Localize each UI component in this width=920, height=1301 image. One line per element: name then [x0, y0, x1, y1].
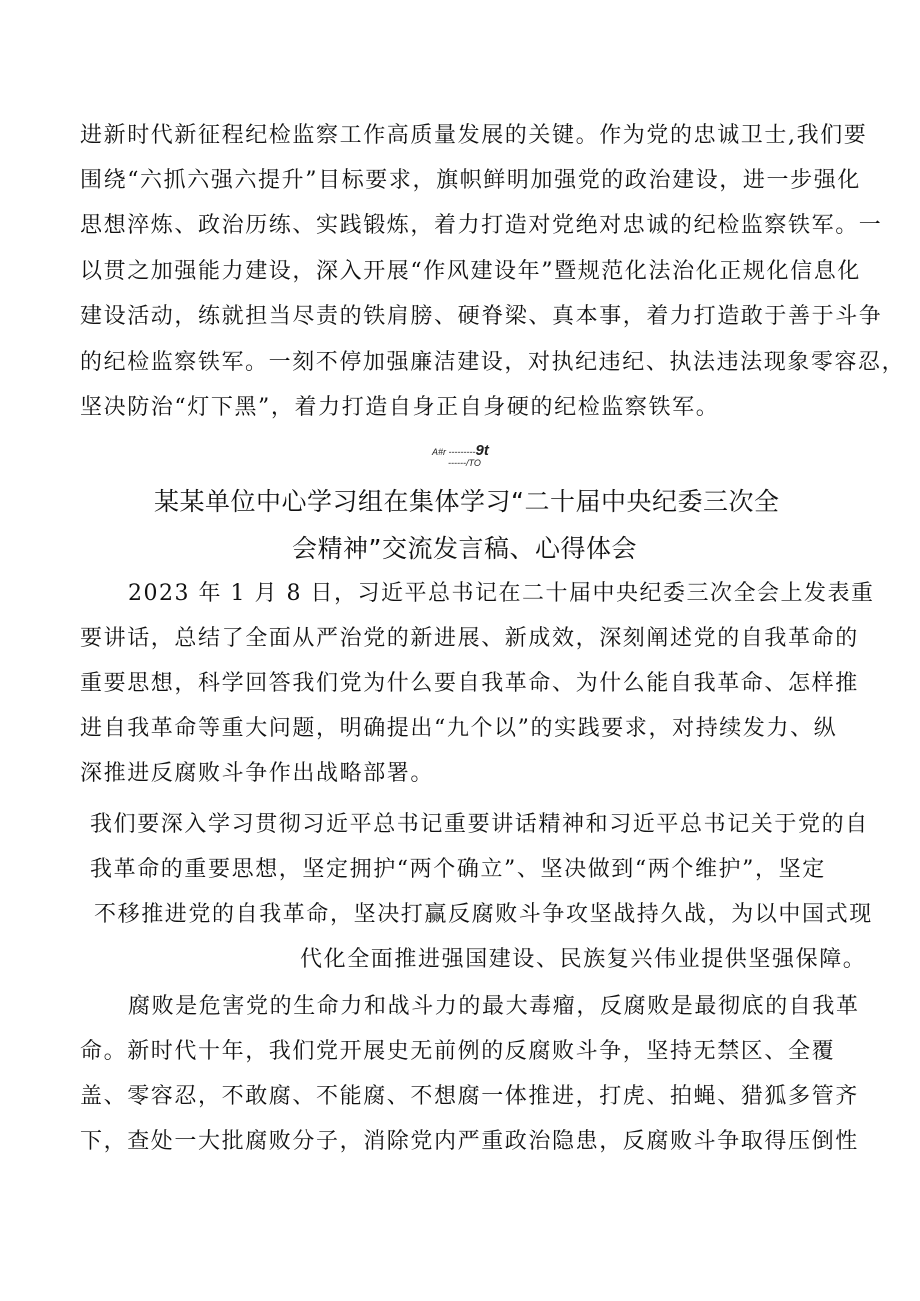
separator-mark-bottom: ------/TO — [448, 458, 481, 468]
text-line: 盖、零容忍，不敢腐、不能腐、不想腐一体推进，打虎、拍蝇、猎狐多管齐 — [80, 1084, 859, 1109]
text-line: 2023 年 1 月 8 日，习近平总书记在二十届中央纪委三次全会上发表重 — [128, 581, 875, 606]
text-line: 建设活动，练就担当尽责的铁肩膀、硬脊梁、真本事，着力打造敢于善于斗争 — [80, 304, 883, 329]
text-line: 代化全面推进强国建设、民族复兴伟业提供坚强保障。 — [300, 947, 867, 972]
text-line: 要讲话，总结了全面从严治党的新进展、新成效，深刻阐述党的自我革命的 — [80, 626, 859, 651]
text-line: 重要思想，科学回答我们党为什么要自我革命、为什么能自我革命、怎样推 — [80, 671, 859, 696]
text-line: 以贯之加强能力建设，深入开展“作风建设年”暨规范化法治化正规化信息化 — [80, 259, 861, 284]
article-title-line1: 某某单位中心学习组在集体学习“二十届中央纪委三次全 — [154, 487, 780, 516]
text-line: 进自我革命等重大问题，明确提出“九个以”的实践要求，对持续发力、纵 — [80, 716, 838, 741]
text-line: 进新时代新征程纪检监察工作高质量发展的关键。作为党的忠诚卫士,我们要 — [80, 123, 868, 148]
text-line: 深推进反腐败斗争作出战略部署。 — [80, 761, 435, 786]
text-line: 的纪检监察铁军。一刻不停加强廉洁建设，对执纪违纪、执法违法现象零容忍， — [80, 350, 906, 375]
text-line: 坚决防治“灯下黑”，着力打造自身正自身硬的纪检监察铁军。 — [80, 395, 720, 420]
text-line: 腐败是危害党的生命力和战斗力的最大毒瘤，反腐败是最彻底的自我革 — [128, 994, 860, 1019]
article-title-line2: 会精神”交流发言稿、心得体会 — [292, 534, 637, 563]
separator-mark — [432, 442, 502, 472]
text-line: 我们要深入学习贯彻习近平总书记重要讲话精神和习近平总书记关于党的自 — [90, 812, 869, 837]
separator-mark-top: A#r ---------9t — [432, 442, 489, 459]
text-line: 围绕“六抓六强六提升”目标要求，旗帜鲜明加强党的政治建设，进一步强化 — [80, 168, 861, 193]
text-line: 命。新时代十年，我们党开展史无前例的反腐败斗争，坚持无禁区、全覆 — [80, 1039, 836, 1064]
text-line: 思想淬炼、政治历练、实践锻炼，着力打造对党绝对忠诚的纪检监察铁军。一 — [80, 213, 883, 238]
text-line: 我革命的重要思想，坚定拥护“两个确立”、坚决做到“两个维护”，坚定 — [90, 857, 826, 882]
text-line: 下，查处一大批腐败分子，消除党内严重政治隐患，反腐败斗争取得压倒性 — [80, 1129, 859, 1154]
text-line: 不移推进党的自我革命，坚决打赢反腐败斗争攻坚战持久战，为以中国式现 — [94, 902, 873, 927]
